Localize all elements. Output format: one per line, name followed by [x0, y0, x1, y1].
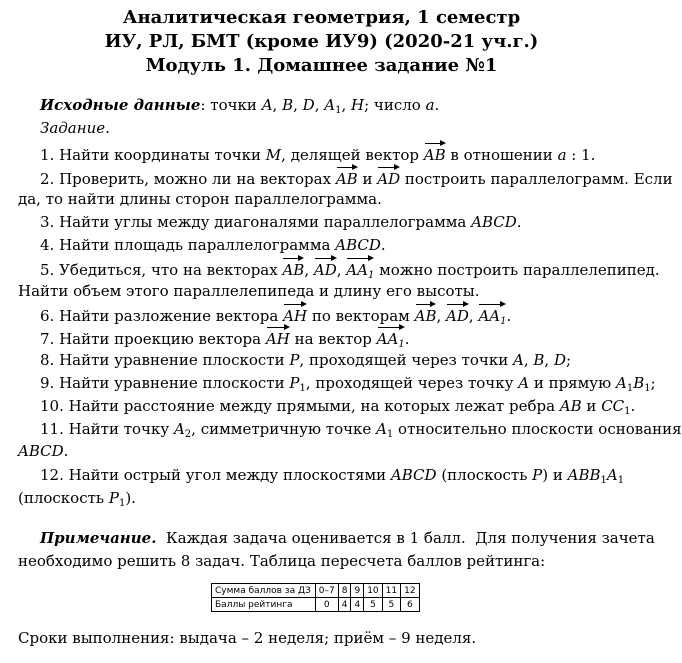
- task-4: 4. Найти площадь параллелограмма ABCD.: [40, 236, 386, 254]
- task-2: 2. Проверить, можно ли на векторах AB и AD построить параллелограмм. Если: [40, 167, 643, 189]
- table-cell: 10: [364, 584, 382, 598]
- note-continuation: необходимо решить 8 задач. Таблица пересчета баллов рейтинга:: [18, 552, 546, 570]
- task-7: 7. Найти проекцию вектора AH на вектор $AA_1$.: [40, 327, 643, 349]
- note-label: Примечание.: [40, 529, 157, 547]
- table-cell: 4: [338, 598, 351, 612]
- task-12: 12. Найти острый угол между плоскостями ABCD (плоскость P) и $ABB_1A_1$: [40, 466, 625, 486]
- task-5: 5. Убедиться, что на векторах AB, AD, $AA_1$ можно построить параллелепипед.: [40, 258, 643, 280]
- title-block: [0, 6, 643, 78]
- table-cell: 12: [401, 584, 419, 598]
- table-cell: 6: [401, 598, 419, 612]
- task-11: 11. Найти точку $A_2$, симметричную точке $A_1$ относительно плоскости основания: [40, 420, 682, 440]
- table-cell: Баллы рейтинга: [212, 598, 316, 612]
- task-3: 3. Найти углы между диагоналями параллелограмма ABCD.: [40, 213, 522, 231]
- source-data-label: Исходные данные: [40, 96, 201, 114]
- task-9: 9. Найти уравнение плоскости $P_1$, проходящей через точку A и прямую $A_1B_1$;: [40, 374, 656, 394]
- table-cell: 11: [382, 584, 400, 598]
- task-6: 6. Найти разложение вектора AH по векторам AB, AD, $AA_1$.: [40, 304, 643, 326]
- table-cell: 0: [315, 598, 338, 612]
- faculty-line: ИУ, РЛ, БМТ (кроме ИУ9) (2020-21 уч.г.): [104, 31, 539, 52]
- task-11-continuation: ABCD.: [18, 442, 69, 460]
- rating-table: [211, 583, 420, 612]
- task-8: 8. Найти уравнение плоскости P, проходящей через точки A, B, D;: [40, 351, 572, 369]
- vector-ab: AB: [424, 143, 446, 165]
- task-12-continuation: (плоскость $P_1$).: [18, 489, 136, 509]
- table-cell: 8: [338, 584, 351, 598]
- task-10: 10. Найти расстояние между прямыми, на которых лежат ребра AB и $CC_1$.: [40, 397, 636, 417]
- table-cell: 4: [351, 598, 364, 612]
- source-data-line: Исходные данные: точки A, B, D, $A_1$, H; число a.: [40, 96, 440, 116]
- table-cell: Сумма баллов за ДЗ: [212, 584, 316, 598]
- task-5-continuation: Найти объем этого параллелепипеда и длину его высоты.: [18, 282, 480, 300]
- table-cell: 0–7: [315, 584, 338, 598]
- course-title: Аналитическая геометрия, 1 семестр: [122, 7, 521, 28]
- task-2-continuation: да, то найти длины сторон параллелограмма.: [18, 190, 382, 208]
- module-title: Модуль 1. Домашнее задание №1: [145, 55, 498, 76]
- table-row: [212, 584, 420, 598]
- table-cell: 5: [364, 598, 382, 612]
- task-1: 1. Найти координаты точки M, делящей вектор AB в отношении a : 1.: [40, 143, 643, 165]
- assignment-heading: Задание.: [40, 119, 110, 137]
- note-line: Примечание. Каждая задача оценивается в 1 балл. Для получения зачета: [40, 529, 655, 547]
- table-cell: 5: [382, 598, 400, 612]
- table-row: [212, 598, 420, 612]
- table-cell: 9: [351, 584, 364, 598]
- deadline-line: Сроки выполнения: выдача – 2 неделя; приём – 9 неделя.: [18, 629, 477, 647]
